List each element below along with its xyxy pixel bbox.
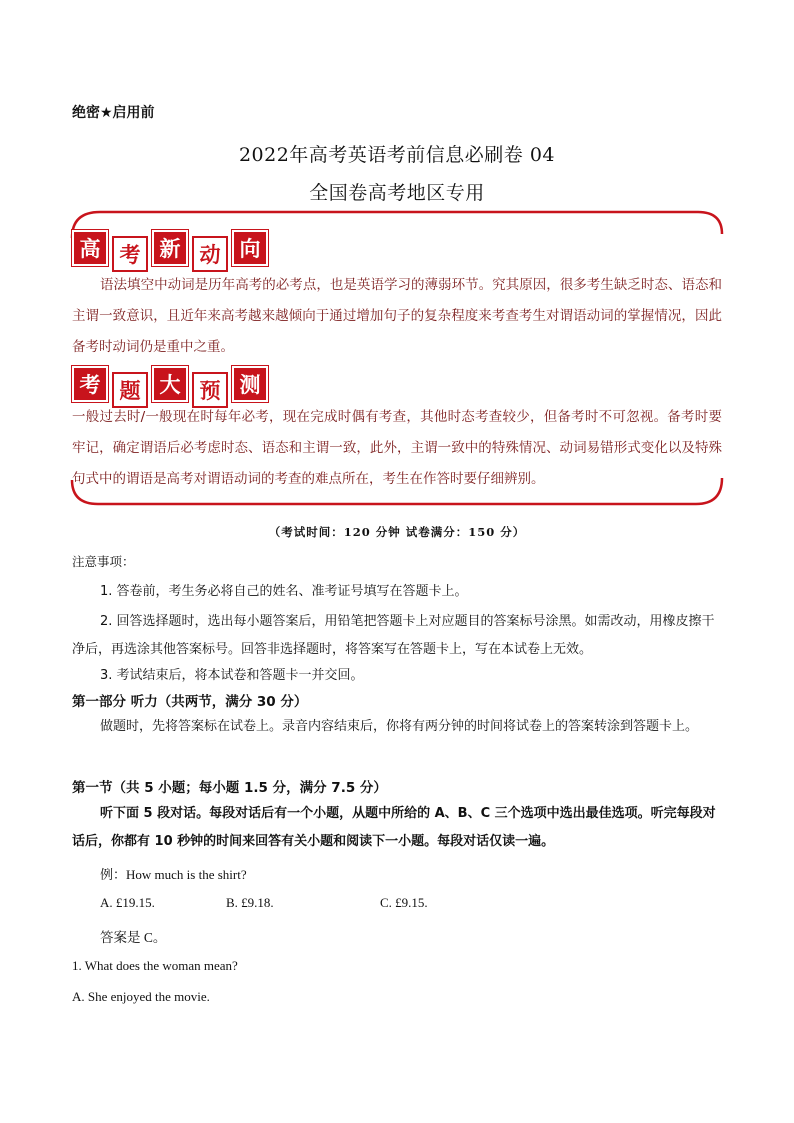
section1-desc: 听下面 5 段对话。每段对话后有一个小题，从题中所给的 A、B、C 三个选项中选出最佳选项。听完每段对话后，你都有 10 秒钟的时间来回答有关小题和阅读下一小题。每段对话仅读一遍。 [72, 806, 716, 849]
part1-title: 第一部分 听力（共两节，满分 30 分） [72, 694, 308, 710]
exam-subtitle: 全国卷高考地区专用 [309, 182, 485, 204]
badge-char: 动 [192, 236, 228, 272]
example-question: 例：How much is the shirt? [100, 867, 247, 882]
notice-item: 3. 考试结束后，将本试卷和答题卡一并交回。 [100, 668, 364, 683]
badge-char: 题 [112, 372, 148, 408]
badge-char: 测 [232, 366, 268, 402]
forecast-paragraph: 一般过去时/一般现在时每年必考，现在完成时偶有考查，其他时态考查较少，但备考时不可忽视。备考时要牢记，确定谓语后必考虑时态、语态和主谓一致，此外，主谓一致中的特殊情况、动词易错形式变化以及特殊句式中的谓语是高考对谓语动词的考查的难点所在，考生在作答时要仔细辨别。 [72, 409, 722, 487]
badge-char: 预 [192, 372, 228, 408]
badge-char: 向 [232, 230, 268, 266]
badge-char: 大 [152, 366, 188, 402]
example-option-b: B. £9.18. [226, 895, 274, 910]
badge-char: 新 [152, 230, 188, 266]
example-option-a: A. £19.15. [100, 895, 155, 910]
trends-paragraph: 语法填空中动词是历年高考的必考点，也是英语学习的薄弱环节。究其原因，很多考生缺乏时态、语态和主谓一致意识，且近年来高考越来越倾向于通过增加句子的复杂程度来考查考生对谓语动词的掌握情况，因此备考时动词仍是重中之重。 [72, 277, 722, 355]
notice-item: 2. 回答选择题时，选出每小题答案后，用铅笔把答题卡上对应题目的答案标号涂黑。如需改动，用橡皮擦干净后，再选涂其他答案标号。回答非选择题时，将答案写在答题卡上，写在本试卷上无效。 [72, 614, 715, 657]
question-1: 1. What does the woman mean? [72, 958, 238, 973]
question-1-option-a: A. She enjoyed the movie. [72, 989, 210, 1004]
badge-char: 考 [112, 236, 148, 272]
badge-char: 考 [72, 366, 108, 402]
badge-group-trends [72, 230, 268, 272]
part1-desc: 做题时，先将答案标在试卷上。录音内容结束后，你将有两分钟的时间将试卷上的答案转涂到答题卡上。 [100, 719, 699, 734]
secret-label: 绝密★启用前 [72, 105, 155, 121]
notice-title: 注意事项： [72, 554, 135, 569]
badge-char: 高 [72, 230, 108, 266]
exam-info: （考试时间：120 分钟 试卷满分：150 分） [268, 525, 526, 539]
example-answer: 答案是 C。 [100, 930, 167, 945]
section1-title: 第一节（共 5 小题；每小题 1.5 分，满分 7.5 分） [72, 780, 387, 796]
example-option-c: C. £9.15. [380, 895, 428, 910]
notice-item: 1. 答卷前，考生务必将自己的姓名、准考证号填写在答题卡上。 [100, 584, 468, 599]
exam-title: 2022年高考英语考前信息必刷卷 04 [238, 144, 556, 166]
